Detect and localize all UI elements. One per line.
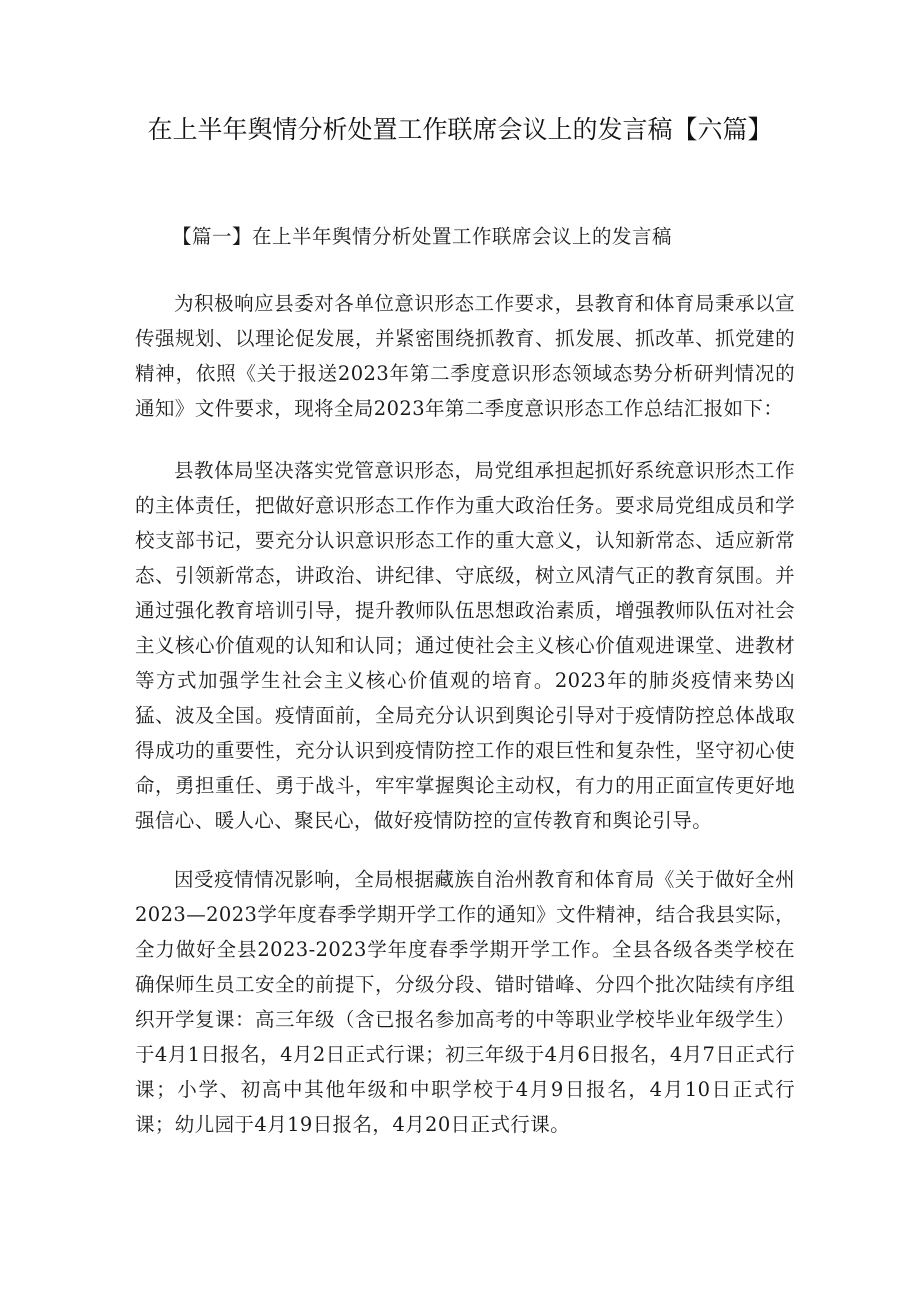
section-heading: 【篇一】在上半年舆情分析处置工作联席会议上的发言稿	[172, 225, 673, 248]
body-paragraph-3: 因受疫情情况影响，全局根据藏族自治州教育和体育局《关于做好全州2023—2023学年度春季学期开学工作的通知》文件精神，结合我县实际，全力做好全县2023-2023学年度春季学期开学工作。全县各级各类学校在确保师生员工安全的前提下，分级分段、错时错峰、分四个批次陆续有序组织开学复课：高三年级（含已报名参加高考的中等职业学校毕业年级学生）于4月1日报名，4月2日正式行课；初三年级于4月6日报名，4月7日正式行课；小学、初高中其他年级和中职学校于4月9日报名，4月10日正式行课；幼儿园于4月19日报名，4月20日正式行课。	[135, 868, 795, 1136]
document-title: 在上半年舆情分析处置工作联席会议上的发言稿【六篇】	[147, 115, 773, 144]
body-paragraph-1: 为积极响应县委对各单位意识形态工作要求，县教育和体育局秉承以宣传强规划、以理论促发展，并紧密围绕抓教育、抓发展、抓改革、抓党建的精神，依照《关于报送2023年第二季度意识形态领域态势分析研判情况的通知》文件要求，现将全局2023年第二季度意识形态工作总结汇报如下：	[135, 292, 795, 420]
body-paragraph-2: 县教体局坚决落实党管意识形态，局党组承担起抓好系统意识形杰工作的主体责任，把做好意识形态工作作为重大政治任务。要求局党组成员和学校支部书记，要充分认识意识形态工作的重大意义，认知新常态、适应新常态、引领新常态，讲政治、讲纪律、守底级，树立风清气正的教育氛围。并通过强化教育培训引导，提升教师队伍思想政治素质，增强教师队伍对社会主义核心价值观的认知和认同；通过使社会主义核心价值观进课堂、进教材等方式加强学生社会主义核心价值观的培育。2023年的肺炎疫情来势凶猛、波及全国。疫情面前，全局充分认识到舆论引导对于疫情防控总体战取得成功的重要性，充分认识到疫情防控工作的艰巨性和复杂性，坚守初心使命，勇担重任、勇于战斗，牢牢掌握舆论主动权，有力的用正面宣传更好地强信心、暖人心、聚民心，做好疫情防控的宣传教育和舆论引导。	[135, 459, 795, 832]
